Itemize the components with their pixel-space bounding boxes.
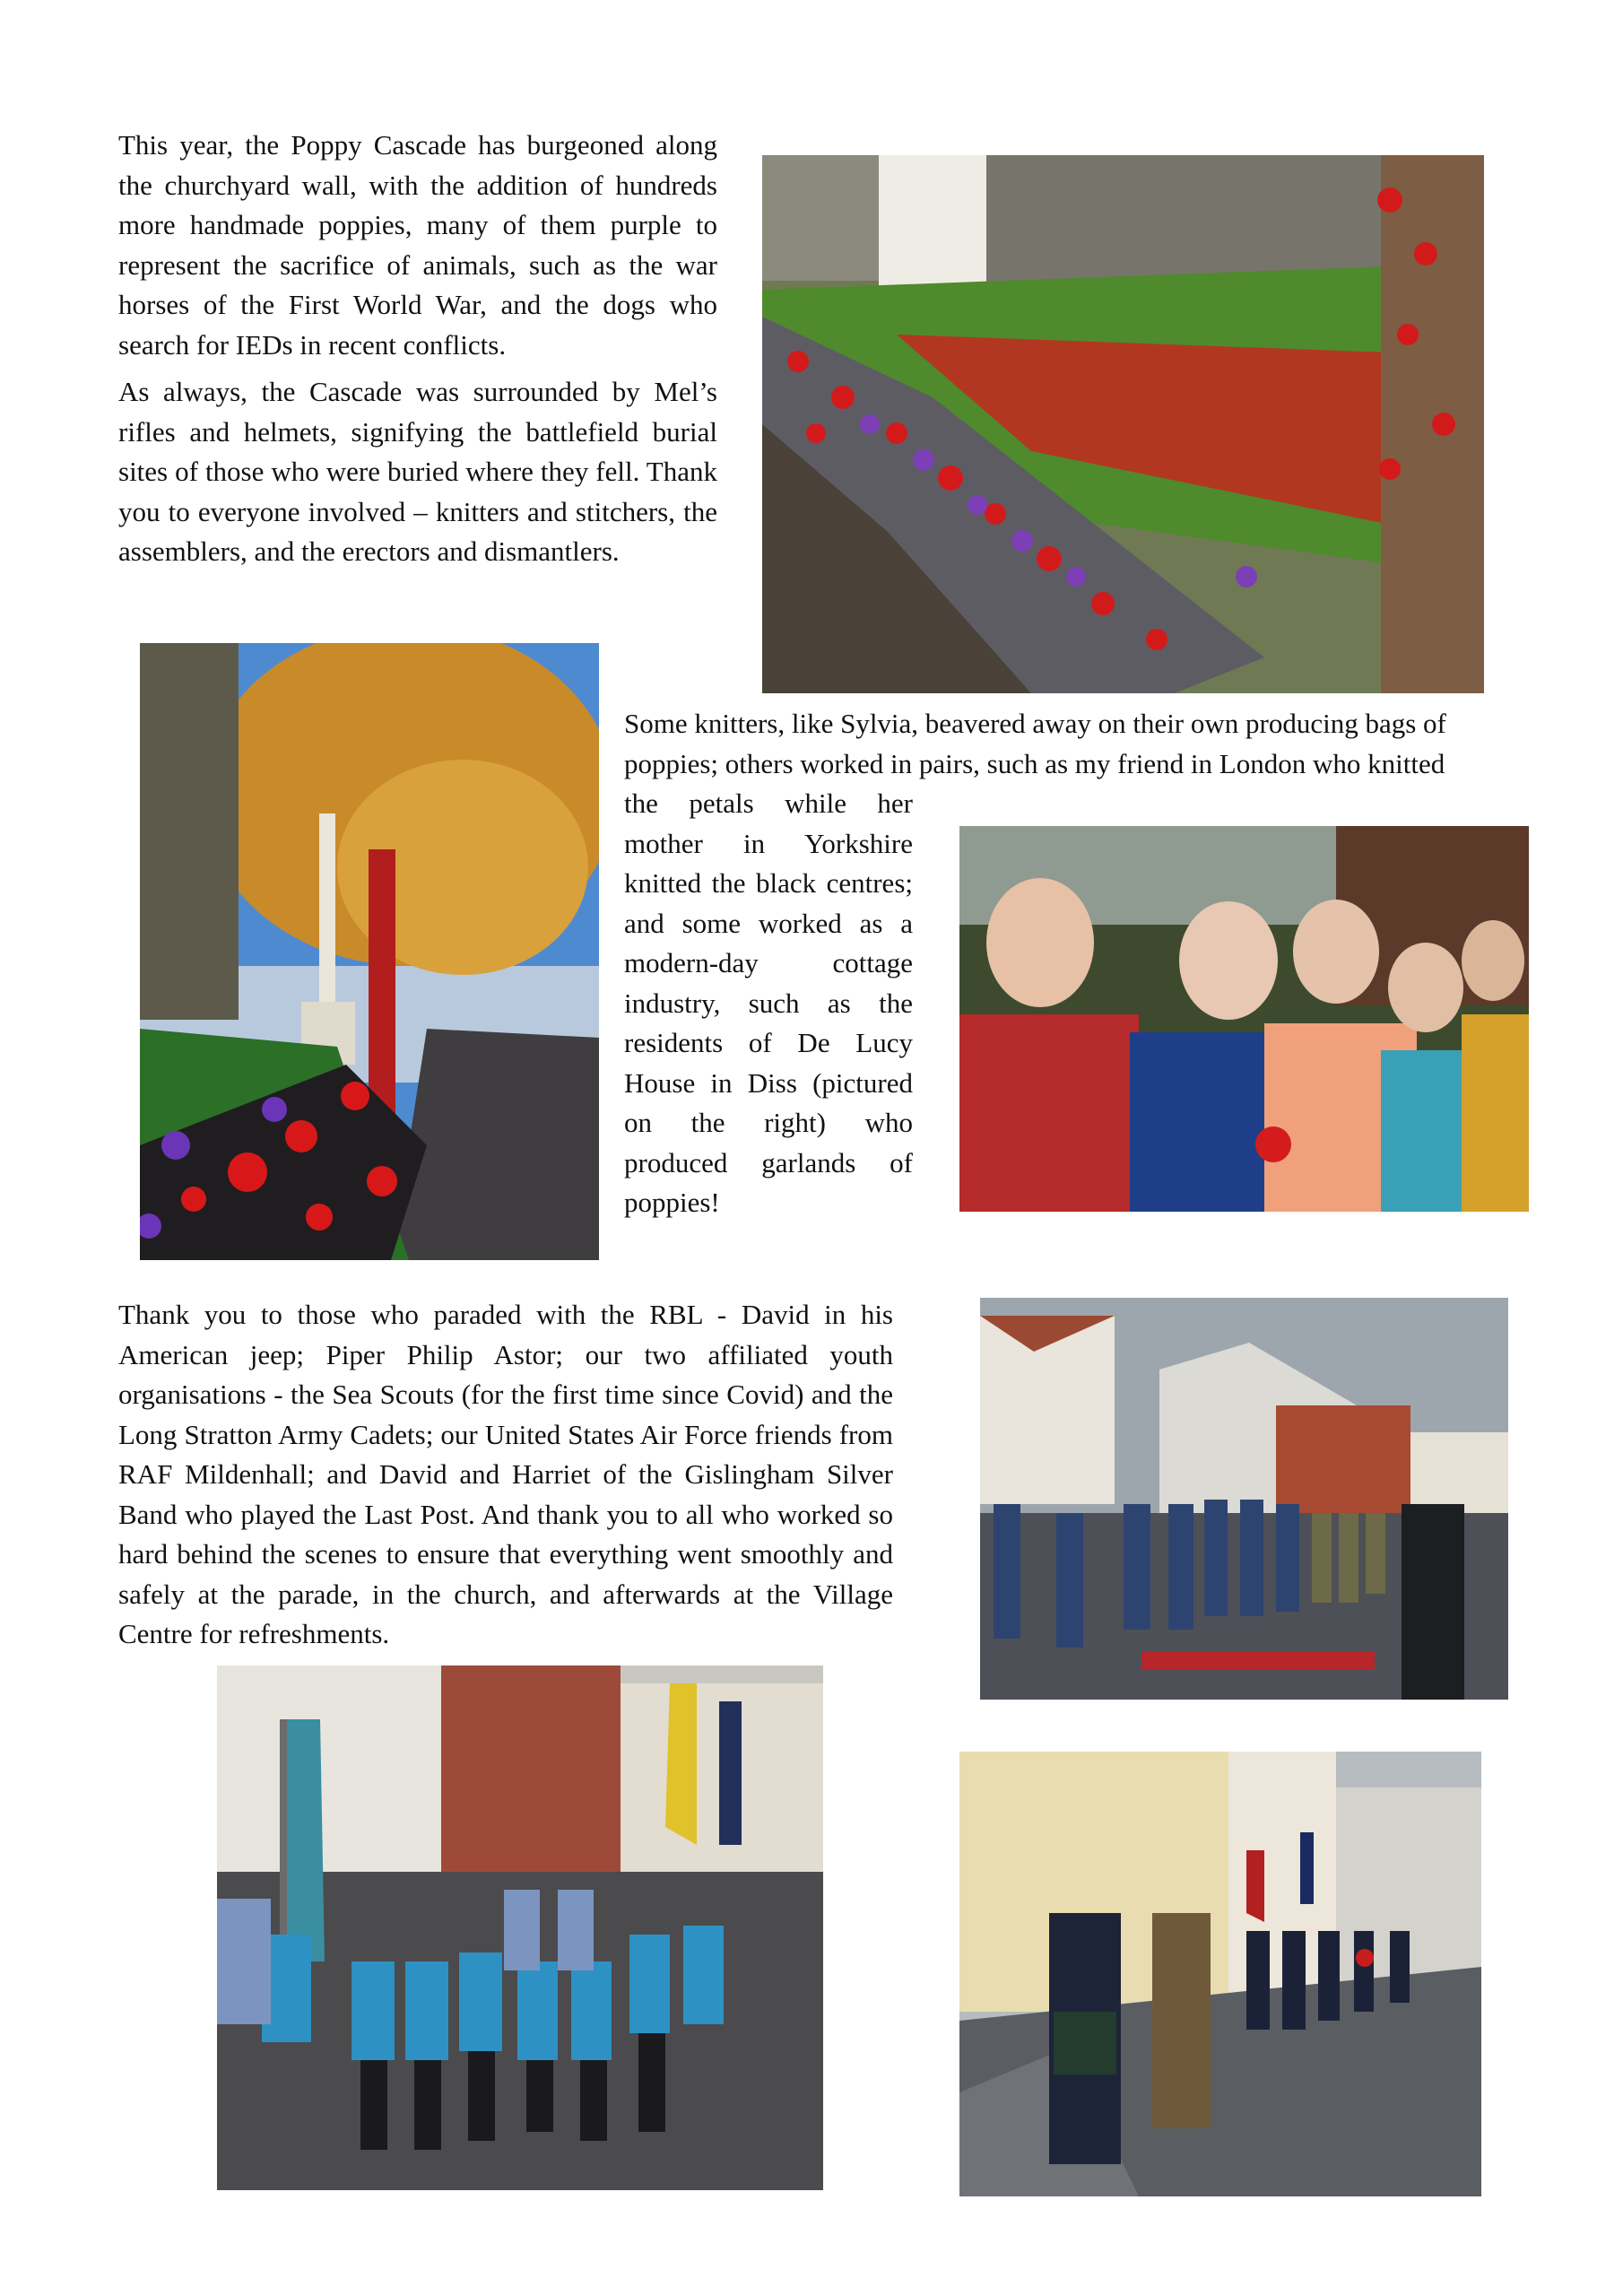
knitters-narrow-paragraph: the petals while her mother in Yorkshire knitted the black centres; and some worked as a modern-day cottage industry, such as the residents of De Lucy House in Diss (pictured on the right) who produced garlands of poppies! (624, 787, 913, 1218)
piper-procession-photo (959, 1752, 1481, 2196)
knitters-wide-line-1: Some knitters, like Sylvia, beavered away on their own producing bags of (624, 708, 1446, 739)
sea-scouts-parade-photo (217, 1665, 823, 2190)
war-memorial-poppy-cascade-photo (762, 155, 1484, 693)
parade-thanks-paragraph: Thank you to those who paraded with the RBL - David in his American jeep; Piper Philip Astor; our two affiliated youth organisations - the Sea Scouts (for the first time since Covid) and the Long Stratton Army Cadets; our United States Air Force friends from RAF Mildenhall; and David and Harriet of the Gislingham Silver Band who played the Last Post. And thank you to all who worked so hard behind the scenes to ensure that everything went smoothly and safely at the parade, in the church, and afterwards at the Village Centre for refreshments. (118, 1299, 893, 1649)
memorial-tree-poppies-photo (140, 643, 599, 1260)
de-lucy-house-residents-photo (959, 826, 1529, 1212)
cascade-thanks-paragraph: As always, the Cascade was surrounded by Mel’s rifles and helmets, signifying the battlefield burial sites of those who were buried where they fell. Thank you to everyone involved – knitters and stitchers, the assemblers, and the erectors and dismantlers. (118, 376, 717, 567)
knitters-wide-line-2: poppies; others worked in pairs, such as my friend in London who knitted (624, 748, 1445, 779)
cascade-text-block (118, 126, 717, 572)
cascade-intro-paragraph: This year, the Poppy Cascade has burgeoned along the churchyard wall, with the addition of hundreds more handmade poppies, many of them purple to represent the sacrifice of animals, such as the war horses of the First World War, and the dogs who search for IEDs in recent conflicts. (118, 129, 717, 361)
air-force-cadets-parade-photo (980, 1298, 1508, 1700)
